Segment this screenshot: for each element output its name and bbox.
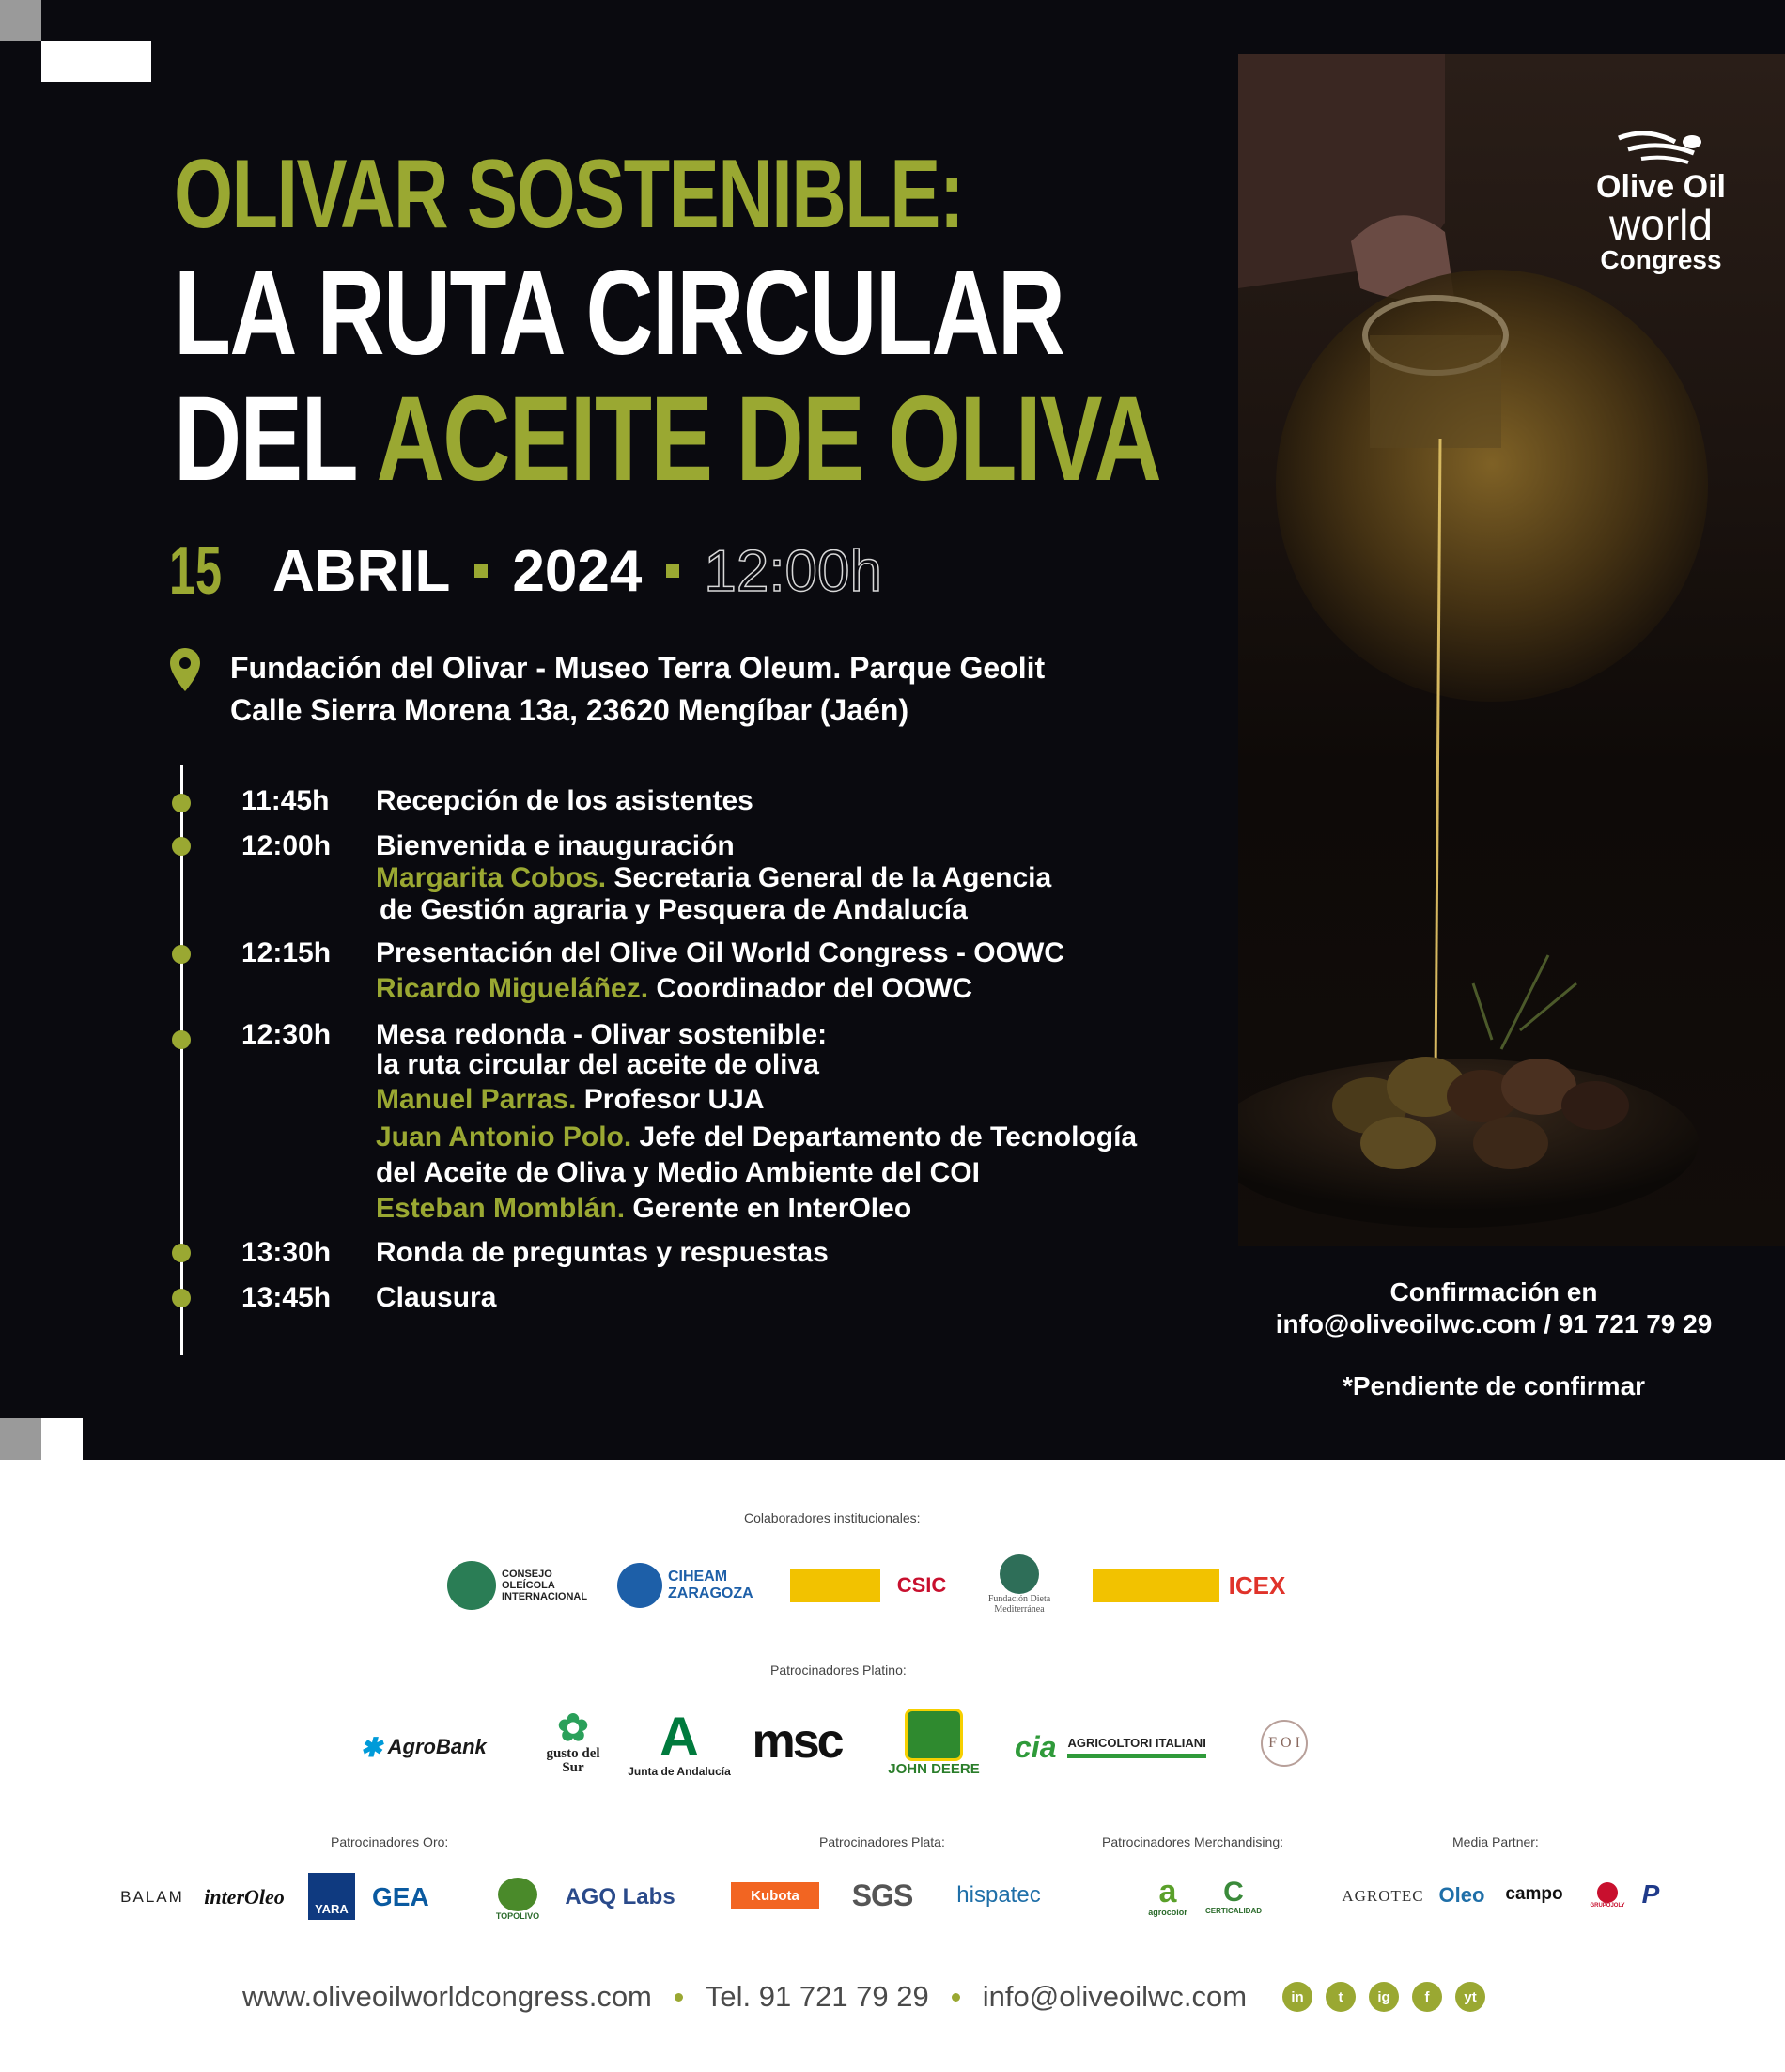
logo-certicalidad <box>1203 1873 1265 1920</box>
separator-square <box>666 564 679 578</box>
footer-phone[interactable]: Tel. 91 721 79 29 <box>705 1980 929 2013</box>
logo-agrotec: AGROTEC <box>1342 1887 1424 1905</box>
logo-balam: BALAM <box>120 1888 184 1906</box>
youtube-icon[interactable]: yt <box>1455 1982 1485 2012</box>
agenda-time: 12:30h <box>241 1019 332 1050</box>
section-label-media: Media Partner: <box>1452 1834 1539 1849</box>
logo-sgs: SGS <box>851 1878 913 1912</box>
agenda-time: 13:45h <box>241 1282 332 1313</box>
agenda-speaker-line <box>376 1121 1137 1153</box>
logo-fundacion-dieta <box>968 1552 1071 1617</box>
section-label-silver: Patrocinadores Plata: <box>819 1834 945 1849</box>
timeline-dot <box>172 1289 191 1307</box>
instagram-icon[interactable]: ig <box>1369 1982 1399 2012</box>
speaker-role: Coordinador del OOWC <box>656 973 973 1004</box>
footer-website[interactable]: www.oliveoilworldcongress.com <box>242 1980 652 2013</box>
headline-line-3 <box>174 372 1161 506</box>
logo-yara: YARA <box>308 1873 355 1920</box>
spanish-gov-emblem-icon <box>1093 1569 1219 1602</box>
logo-agrobank-text: AgroBank <box>387 1735 487 1758</box>
agenda-title: Bienvenida e inauguración <box>376 830 735 861</box>
speaker-name: Ricardo Migueláñez. <box>376 973 649 1004</box>
timeline-dot <box>172 794 191 812</box>
logo-foi-text: F O I <box>1261 1720 1308 1767</box>
logo-interoleo: interOleo <box>204 1885 285 1909</box>
certicalidad-c-icon: C <box>1223 1876 1244 1908</box>
corner-decoration <box>0 0 41 41</box>
agenda-speaker-line <box>376 973 972 1005</box>
speaker-role: Jefe del Departamento de Tecnología <box>639 1121 1138 1152</box>
ciheam-emblem-icon <box>617 1563 662 1608</box>
agenda-title-cont: la ruta circular del aceite de oliva <box>376 1049 819 1080</box>
address-line-1: Fundación del Olivar - Museo Terra Oleum. Parque Geolit <box>230 651 1046 685</box>
footer-contact <box>242 1980 1485 2014</box>
agenda-time: 11:45h <box>241 785 330 816</box>
logo-john-deere <box>877 1705 990 1780</box>
linkedin-icon[interactable]: in <box>1282 1982 1312 2012</box>
star-icon: ✱ <box>360 1732 382 1762</box>
timeline-dot <box>172 1030 191 1049</box>
grupojoly-mark-icon <box>1597 1882 1618 1903</box>
logo-agrocolor-text: agrocolor <box>1148 1908 1187 1917</box>
confirmation-contact: info@oliveoilwc.com / 91 721 79 29 <box>1275 1309 1713 1338</box>
deer-icon <box>905 1709 963 1761</box>
flower-icon: ✿ <box>557 1707 589 1749</box>
speaker-role-cont: del Aceite de Oliva y Medio Ambiente del COI <box>376 1157 980 1188</box>
logo-topolivo-text: TOPOLIVO <box>495 1911 540 1921</box>
logo-topolivo <box>490 1873 545 1925</box>
logo-ciheam-text: CIHEAM ZARAGOZA <box>668 1569 753 1601</box>
logo-grupojoly <box>1584 1877 1631 1914</box>
logo-csic-text: CSIC <box>896 1573 947 1597</box>
timeline-dot <box>172 1244 191 1262</box>
brand-line-2: world <box>1609 200 1713 249</box>
logo-certicalidad-text: CERTICALIDAD <box>1205 1906 1262 1915</box>
logo-coi-text: CONSEJO OLEÍCOLA INTERNACIONAL <box>502 1568 588 1603</box>
footer-separator-dot <box>952 1993 960 2002</box>
speaker-role: Secretaria General de la Agencia <box>613 862 1052 893</box>
date-year: 2024 <box>512 538 643 604</box>
agenda-title: Recepción de los asistentes <box>376 785 753 816</box>
corner-decoration <box>41 41 151 82</box>
location-pin-icon <box>167 646 203 693</box>
logo-msc: msc <box>752 1714 842 1770</box>
logo-junta-text: Junta de Andalucía <box>628 1765 731 1778</box>
globe-icon <box>447 1561 496 1610</box>
logo-john-deere-text: JOHN DEERE <box>888 1760 980 1777</box>
logo-oleo: Oleo <box>1438 1883 1485 1907</box>
section-label-merch: Patrocinadores Merchandising: <box>1102 1834 1283 1849</box>
section-label-institutional: Colaboradores institucionales: <box>744 1510 921 1525</box>
agrocolor-a-icon: a <box>1158 1874 1177 1910</box>
agenda-title: Presentación del Olive Oil World Congress - OOWC <box>376 937 1064 968</box>
logo-icex <box>1088 1569 1290 1602</box>
speaker-name: Margarita Cobos. <box>376 862 607 893</box>
leaf-icon <box>1000 1554 1039 1594</box>
confirmation-label: Confirmación en <box>1389 1277 1598 1307</box>
timeline-dot <box>172 945 191 964</box>
logo-csic <box>761 1569 975 1602</box>
address-line-2: Calle Sierra Morena 13a, 23620 Mengíbar (Jaén) <box>230 693 909 727</box>
agenda-title: Clausura <box>376 1282 497 1313</box>
agenda-speaker-line <box>376 1084 765 1116</box>
logo-agrocolor <box>1144 1873 1191 1920</box>
agenda-time: 12:00h <box>241 830 332 861</box>
logo-gusto-del-sur <box>545 1702 601 1783</box>
agenda-speaker-line <box>376 862 1051 894</box>
speaker-role-cont: de Gestión agraria y Pesquera de Andalucía <box>380 894 968 925</box>
logo-foi <box>1261 1717 1392 1770</box>
logo-p: P <box>1641 1879 1660 1909</box>
headline-line-2: LA RUTA CIRCULAR <box>174 246 1064 380</box>
congress-brand <box>1581 129 1741 275</box>
section-label-gold: Patrocinadores Oro: <box>331 1834 449 1849</box>
twitter-icon[interactable]: t <box>1326 1982 1356 2012</box>
olive-oil-photo <box>1238 54 1785 1246</box>
agenda-time: 12:15h <box>241 937 332 968</box>
logo-icex-text: ICEX <box>1228 1570 1286 1600</box>
section-label-platinum: Patrocinadores Platino: <box>770 1662 907 1678</box>
logo-ciheam <box>617 1559 753 1612</box>
logo-junta-andalucia <box>620 1708 738 1781</box>
tree-icon <box>498 1878 537 1911</box>
timeline-dot <box>172 837 191 856</box>
headline-aceite: ACEITE DE OLIVA <box>376 372 1161 506</box>
confirmation-note: *Pendiente de confirmar <box>1342 1371 1646 1400</box>
speaker-name: Manuel Parras. <box>376 1084 577 1115</box>
corner-decoration <box>41 1418 83 1460</box>
junta-a-icon: A <box>660 1707 699 1768</box>
event-date <box>169 533 882 609</box>
speaker-role: Profesor UJA <box>583 1084 765 1115</box>
brand-line-3: Congress <box>1600 245 1722 274</box>
facebook-icon[interactable]: f <box>1412 1982 1442 2012</box>
speaker-name: Esteban Momblán. <box>376 1193 626 1224</box>
speaker-name: Juan Antonio Polo. <box>376 1121 632 1152</box>
footer-separator-dot <box>675 1993 683 2002</box>
logo-cia <box>1015 1726 1231 1768</box>
agenda-speaker-line <box>376 1193 911 1225</box>
cia-mark-icon: cia <box>1015 1729 1057 1764</box>
headline-del: DEL <box>174 372 356 506</box>
logo-grupojoly-text: GRUPOJOLY <box>1590 1903 1625 1909</box>
logo-cia-text: AGRICOLTORI ITALIANI <box>1067 1736 1205 1758</box>
logo-campo: campo <box>1505 1884 1563 1904</box>
agenda-title: Ronda de preguntas y respuestas <box>376 1237 829 1268</box>
brand-line-1: Olive Oil <box>1596 169 1726 205</box>
speaker-role: Gerente en InterOleo <box>632 1193 912 1224</box>
logo-hispatec: hispatec <box>956 1882 1041 1908</box>
corner-decoration <box>0 1418 41 1460</box>
agenda-time: 13:30h <box>241 1237 332 1268</box>
date-month: ABRIL <box>272 538 451 604</box>
logo-gea: GEA <box>372 1882 429 1911</box>
logo-agq: AGQ Labs <box>565 1884 675 1910</box>
headline-line-1: OLIVAR SOSTENIBLE: <box>174 140 964 249</box>
logo-kubota: Kubota <box>731 1882 819 1909</box>
date-time: 12:00h <box>704 538 882 604</box>
footer-email[interactable]: info@oliveoilwc.com <box>982 1980 1248 2013</box>
logo-gusto-text: gusto del Sur <box>546 1746 600 1775</box>
logo-coi <box>447 1559 602 1612</box>
date-day: 15 <box>169 533 223 609</box>
logo-fundacion-text: Fundación Dieta Mediterránea <box>987 1594 1051 1615</box>
spanish-gov-emblem-icon <box>790 1569 880 1602</box>
logo-agrobank <box>346 1728 501 1766</box>
agenda-title: Mesa redonda - Olivar sostenible: <box>376 1019 828 1050</box>
olive-branch-logo-icon <box>1609 129 1713 166</box>
separator-square <box>474 564 488 578</box>
